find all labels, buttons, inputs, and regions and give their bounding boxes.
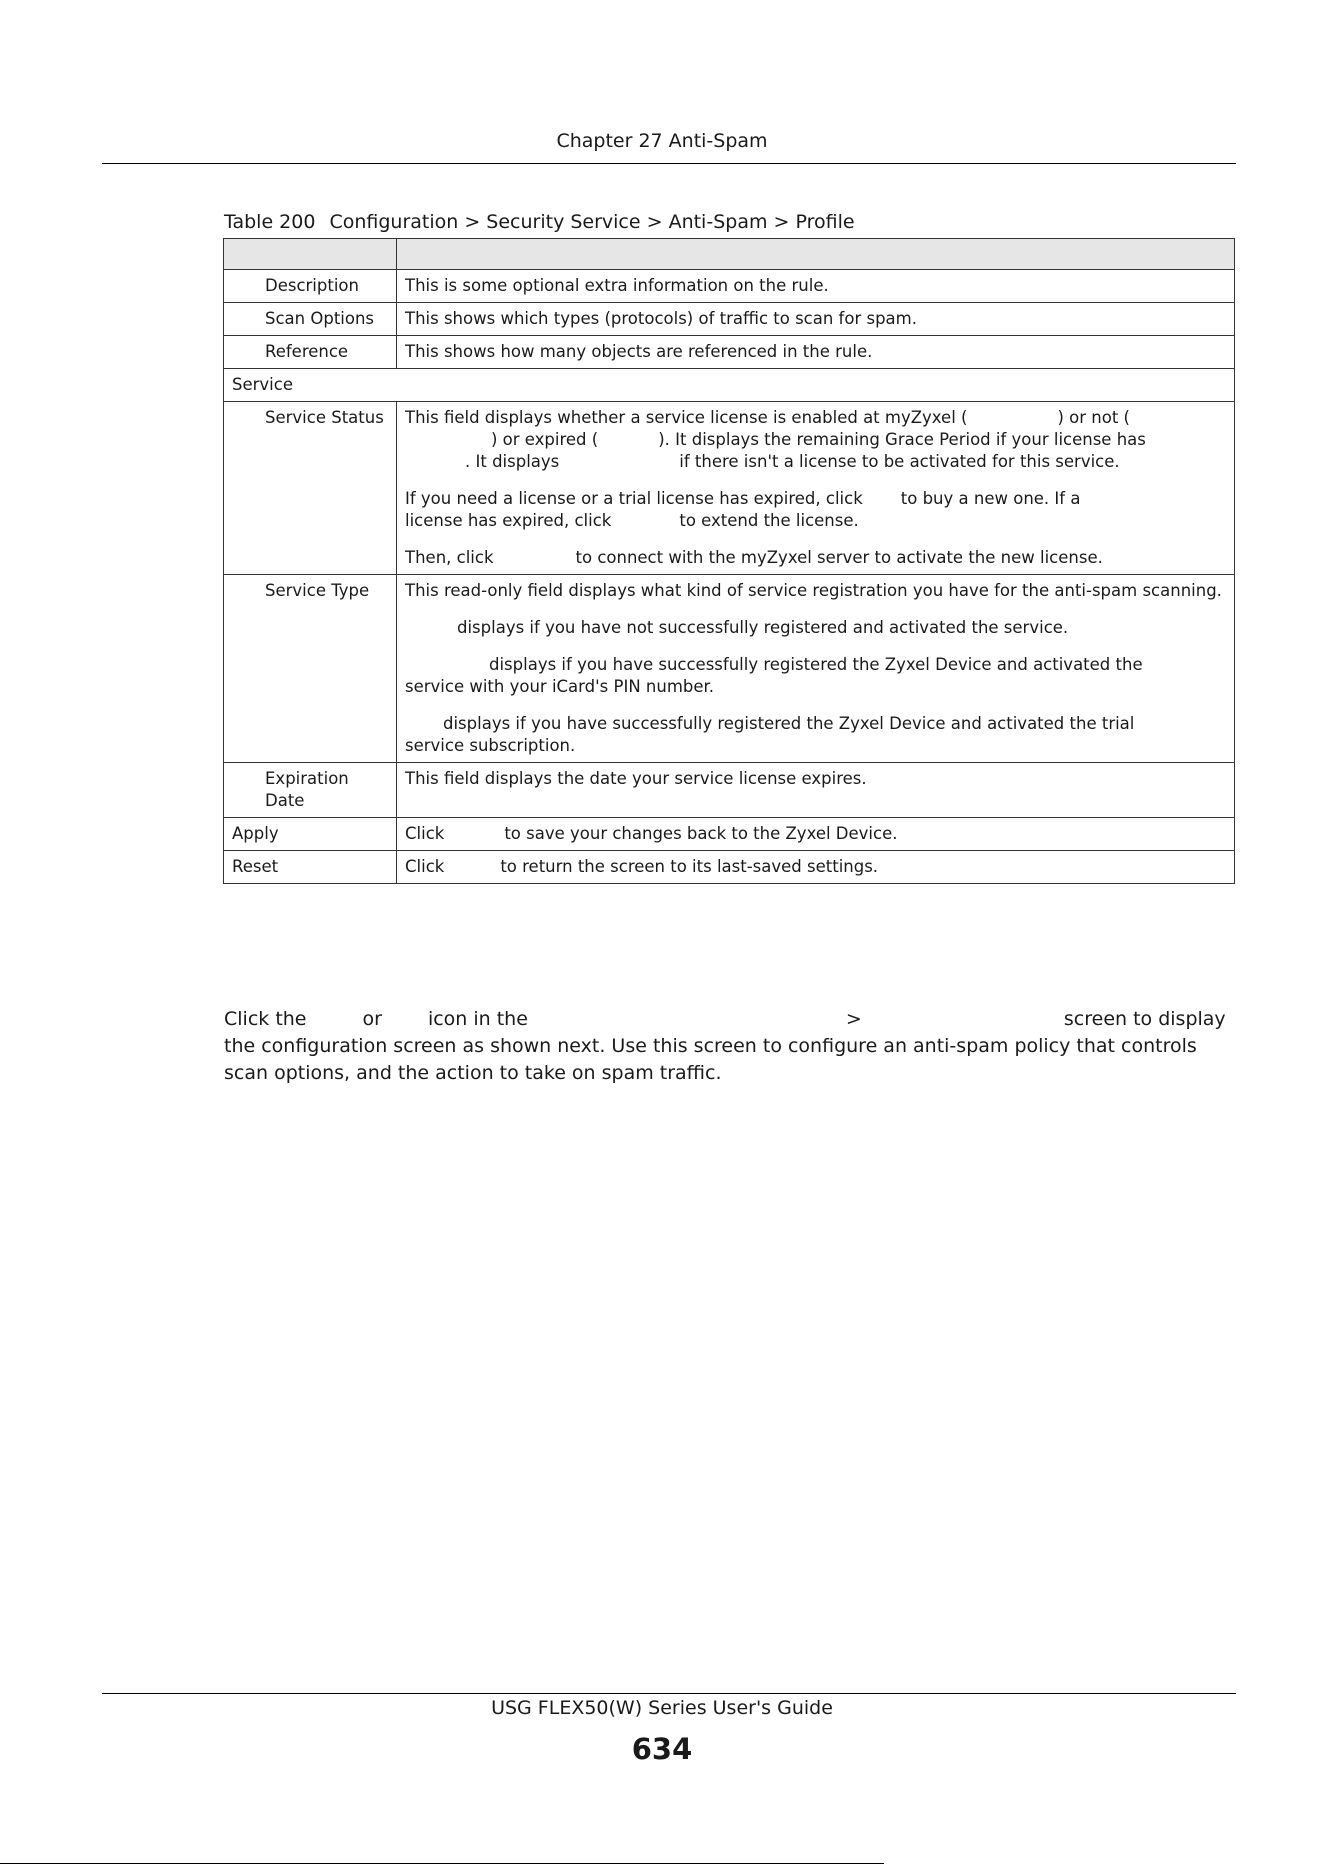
text-fragment: or	[362, 1008, 382, 1030]
row-label-apply: Apply	[224, 818, 397, 851]
table-caption-text: Configuration > Security Service > Anti-Spam > Profile	[329, 211, 855, 233]
text-fragment: ) or expired (	[491, 430, 599, 449]
text-fragment: displays if you have successfully registered the Zyxel Device and activated the	[489, 655, 1143, 674]
row-text-expiration-date: This field displays the date your service license expires.	[397, 763, 1235, 818]
text-fragment: to extend the license.	[679, 511, 859, 530]
text-fragment: license has expired, click	[405, 511, 612, 530]
text-fragment: . It displays	[465, 452, 560, 471]
table-row	[224, 402, 1235, 575]
row-text-service-status	[397, 402, 1235, 575]
body-paragraph	[224, 1006, 1234, 1087]
service-status-paragraph	[405, 407, 1226, 473]
row-text-scan-options: This shows which types (protocols) of traffic to scan for spam.	[397, 303, 1235, 336]
service-type-paragraph	[405, 617, 1226, 639]
text-fragment: service subscription.	[405, 736, 576, 755]
text-fragment: ) or not (	[1057, 408, 1130, 427]
service-type-paragraph: This read-only field displays what kind of service registration you have for the anti-spam scanning.	[405, 581, 1222, 600]
row-text-description: This is some optional extra information on the rule.	[397, 270, 1235, 303]
row-label-service-type: Service Type	[224, 575, 397, 763]
service-status-paragraph	[405, 547, 1226, 569]
text-fragment: service with your iCard's PIN number.	[405, 677, 715, 696]
text-fragment: Click the	[224, 1008, 307, 1030]
text-fragment: screen to display the configuration screen as shown next. Use this screen to configure an anti-spam policy that controls scan options, and the action to take on spam traffic.	[224, 1008, 1226, 1084]
text-fragment: This field displays whether a service license is enabled at myZyxel (	[405, 408, 968, 427]
row-text-service-type	[397, 575, 1235, 763]
table-row	[224, 336, 1235, 369]
page-number: 634	[631, 1732, 693, 1766]
service-type-paragraph	[405, 713, 1226, 757]
row-label-reference: Reference	[224, 336, 397, 369]
text-fragment: Click	[405, 824, 445, 843]
table-caption-number: Table 200	[224, 211, 316, 233]
footer-divider	[102, 1693, 1236, 1694]
table-row	[224, 851, 1235, 884]
table-caption	[224, 211, 855, 233]
service-status-paragraph	[405, 488, 1226, 532]
text-fragment: displays if you have not successfully registered and activated the service.	[457, 618, 1069, 637]
service-type-paragraph	[405, 654, 1226, 698]
header-cell-description	[397, 239, 1235, 270]
bottom-edge-line	[0, 1863, 884, 1864]
text-fragment: displays if you have successfully registered the Zyxel Device and activated the trial	[443, 714, 1135, 733]
table-section-row	[224, 369, 1235, 402]
row-text-reference: This shows how many objects are referenced in the rule.	[397, 336, 1235, 369]
table-row	[224, 303, 1235, 336]
row-label-description: Description	[224, 270, 397, 303]
row-label-expiration-date: Expiration Date	[224, 763, 397, 818]
profile-table	[223, 238, 1235, 884]
text-fragment: >	[845, 1008, 862, 1030]
row-text-apply	[397, 818, 1235, 851]
text-fragment: if there isn't a license to be activated for this service.	[679, 452, 1120, 471]
guide-title: USG FLEX50(W) Series User's Guide	[491, 1697, 833, 1719]
chapter-title: Chapter 27 Anti-Spam	[556, 130, 768, 152]
text-fragment: Click	[405, 857, 445, 876]
table-row	[224, 818, 1235, 851]
row-label-reset: Reset	[224, 851, 397, 884]
text-fragment: to buy a new one. If a	[900, 489, 1081, 508]
table-row	[224, 575, 1235, 763]
text-fragment: to save your changes back to the Zyxel Device.	[504, 824, 898, 843]
text-fragment: If you need a license or a trial license has expired, click	[405, 489, 863, 508]
text-fragment: to connect with the myZyxel server to activate the new license.	[575, 548, 1103, 567]
row-text-reset	[397, 851, 1235, 884]
section-label-service: Service	[224, 369, 1235, 402]
row-label-service-status: Service Status	[224, 402, 397, 575]
table-header-row	[224, 239, 1235, 270]
row-label-scan-options: Scan Options	[224, 303, 397, 336]
header-divider	[102, 163, 1236, 164]
text-fragment: Then, click	[405, 548, 494, 567]
table-row	[224, 270, 1235, 303]
header-cell-label	[224, 239, 397, 270]
text-fragment: to return the screen to its last-saved settings.	[500, 857, 879, 876]
table-row	[224, 763, 1235, 818]
text-fragment: icon in the	[427, 1008, 528, 1030]
text-fragment: ). It displays the remaining Grace Period if your license has	[658, 430, 1146, 449]
